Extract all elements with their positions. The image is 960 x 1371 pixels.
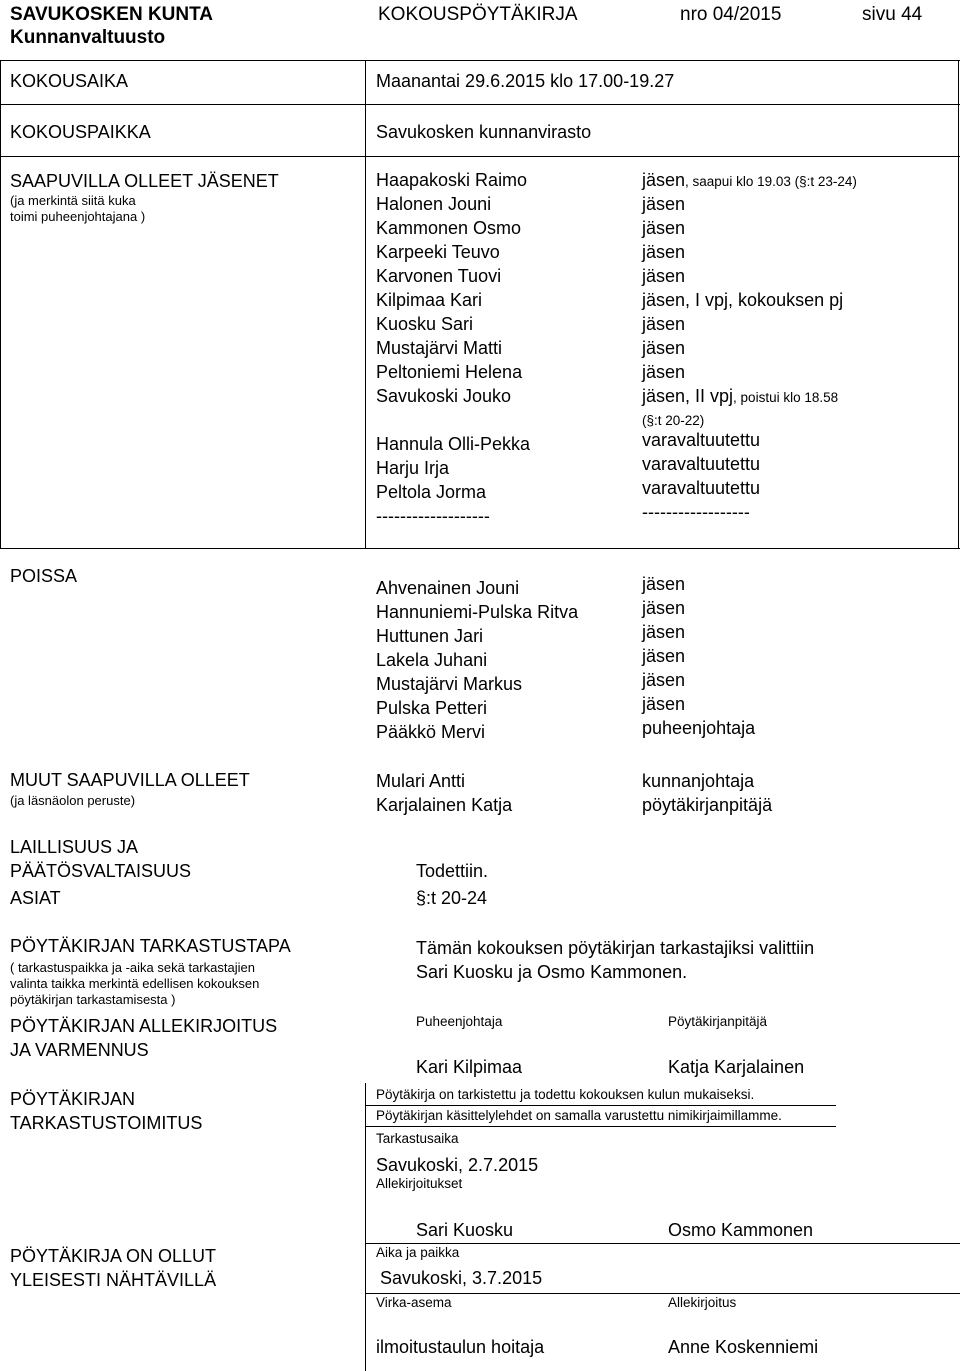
review-action-label-2: TARKASTUSTOIMITUS: [10, 1113, 203, 1133]
member-name: Halonen Jouni: [376, 194, 492, 214]
absent-role: jäsen: [642, 574, 686, 594]
meeting-place-value: Savukosken kunnanvirasto: [376, 122, 592, 142]
review-method-note-2: valinta taikka merkintä edellisen kokouksen: [10, 976, 260, 991]
rule-time: [0, 104, 960, 105]
public-label-2: YLEISESTI NÄHTÄVILLÄ: [10, 1270, 217, 1290]
absent-role: jäsen: [642, 622, 686, 642]
member-name: Karpeeki Teuvo: [376, 242, 500, 262]
absent-name: Pulska Petteri: [376, 698, 488, 718]
public-position-value: ilmoitustaulun hoitaja: [376, 1337, 545, 1357]
public-rule-2: [366, 1293, 960, 1294]
member-role-text: jäsen, I vpj, kokouksen pj: [642, 290, 844, 310]
absent-role: jäsen: [642, 670, 686, 690]
member-role: [642, 216, 685, 242]
rule-present: [0, 548, 960, 549]
member-role-note: , saapui klo 19.03 (§:t 23-24): [685, 174, 857, 189]
present-note-2: toimi puheenjohtajana ): [10, 209, 146, 224]
public-label-1: PÖYTÄKIRJA ON OLLUT: [10, 1246, 217, 1266]
deputy-role: varavaltuutettu: [642, 430, 761, 450]
meeting-time-value: Maanantai 29.6.2015 klo 17.00-19.27: [376, 71, 675, 91]
org-name: SAVUKOSKEN KUNTA: [10, 4, 214, 25]
dash-left: -------------------: [376, 506, 490, 526]
others-note: (ja läsnäolon peruste): [10, 793, 136, 808]
absent-name: Lakela Juhani: [376, 650, 488, 670]
present-label: SAAPUVILLA OLLEET JÄSENET: [10, 171, 279, 191]
table-divider: [365, 60, 366, 548]
signature-label-2: JA VARMENNUS: [10, 1040, 149, 1060]
review-method-value-2: Sari Kuosku ja Osmo Kammonen.: [416, 962, 688, 982]
member-name: Haapakoski Raimo: [376, 170, 528, 190]
table-left-border: [0, 60, 1, 548]
member-role-text: jäsen, II vpj: [642, 386, 734, 406]
member-role: [642, 336, 685, 362]
member-role-text: jäsen: [642, 218, 686, 238]
member-role: [642, 312, 685, 338]
deputy-name: Hannula Olli-Pekka: [376, 434, 531, 454]
member-name: Kammonen Osmo: [376, 218, 522, 238]
deputy-name: Harju Irja: [376, 458, 450, 478]
secretary-title: Pöytäkirjanpitäjä: [668, 1014, 768, 1029]
review-time-label: Tarkastusaika: [376, 1131, 459, 1146]
meeting-place-label: KOKOUSPAIKKA: [10, 122, 151, 142]
member-name: Karvonen Tuovi: [376, 266, 502, 286]
deputy-role: varavaltuutettu: [642, 478, 761, 498]
member-role: [642, 264, 685, 290]
legality-label-2: PÄÄTÖSVALTAISUUS: [10, 861, 192, 881]
member-role-note: , poistui klo 18.58: [733, 390, 839, 405]
review-action-line-2: Pöytäkirjan käsittelylehdet on samalla varustettu nimikirjaimillamme.: [376, 1108, 782, 1123]
absent-label: POISSA: [10, 566, 78, 586]
public-place-value: Savukoski, 3.7.2015: [380, 1268, 543, 1288]
absent-name: Ahvenainen Jouni: [376, 578, 520, 598]
member-role: [642, 288, 843, 314]
legality-value: Todettiin.: [416, 861, 489, 881]
present-note-1: (ja merkintä siitä kuka: [10, 193, 136, 208]
other-role: pöytäkirjanpitäjä: [642, 795, 773, 815]
chair-title: Puheenjohtaja: [416, 1014, 503, 1029]
deputy-name: Peltola Jorma: [376, 482, 487, 502]
member-name: Peltoniemi Helena: [376, 362, 523, 382]
secretary-name: Katja Karjalainen: [668, 1057, 805, 1077]
chair-name: Kari Kilpimaa: [416, 1057, 523, 1077]
member-role-text: jäsen: [642, 242, 686, 262]
member-role-text: jäsen: [642, 170, 686, 190]
rule-place: [0, 156, 960, 157]
signature-label-1: PÖYTÄKIRJAN ALLEKIRJOITUS: [10, 1016, 278, 1036]
body-name: Kunnanvaltuusto: [10, 27, 166, 48]
member-name: Mustajärvi Matti: [376, 338, 503, 358]
dash-right: ------------------: [642, 502, 750, 522]
other-role: kunnanjohtaja: [642, 771, 755, 791]
review-action-label-1: PÖYTÄKIRJAN: [10, 1089, 136, 1109]
legality-label-1: LAILLISUUS JA: [10, 837, 139, 857]
savukoski-note-2: (§:t 20-22): [642, 413, 705, 428]
matters-label: ASIAT: [10, 888, 61, 908]
absent-name: Mustajärvi Markus: [376, 674, 523, 694]
absent-role: jäsen: [642, 694, 686, 714]
public-signature-label: Allekirjoitus: [668, 1295, 737, 1310]
doc-type: KOKOUSPÖYTÄKIRJA: [378, 4, 578, 25]
review-method-note-1: ( tarkastuspaikka ja -aika sekä tarkastajien: [10, 960, 255, 975]
public-place-label: Aika ja paikka: [376, 1245, 460, 1260]
member-role: [642, 360, 685, 386]
matters-value: §:t 20-24: [416, 888, 488, 908]
member-role-text: jäsen: [642, 362, 686, 382]
reviewer-2: Osmo Kammonen: [668, 1220, 814, 1240]
review-line-rule-2: [366, 1126, 836, 1127]
public-rule-1: [366, 1243, 960, 1244]
deputy-role: varavaltuutettu: [642, 454, 761, 474]
others-label: MUUT SAAPUVILLA OLLEET: [10, 770, 250, 790]
absent-name: Hannuniemi-Pulska Ritva: [376, 602, 579, 622]
review-signatures-label: Allekirjoitukset: [376, 1176, 463, 1191]
meeting-time-label: KOKOUSAIKA: [10, 71, 129, 91]
other-name: Karjalainen Katja: [376, 795, 513, 815]
absent-role: puheenjohtaja: [642, 718, 756, 738]
member-name: Savukoski Jouko: [376, 386, 512, 406]
reviewer-1: Sari Kuosku: [416, 1220, 514, 1240]
page-number: sivu 44: [862, 4, 923, 25]
member-role: [642, 192, 685, 218]
review-method-label: PÖYTÄKIRJAN TARKASTUSTAPA: [10, 936, 291, 956]
member-role-text: jäsen: [642, 194, 686, 214]
member-name: Kuosku Sari: [376, 314, 474, 334]
other-name: Mulari Antti: [376, 771, 466, 791]
absent-name: Pääkkö Mervi: [376, 722, 486, 742]
public-signer: Anne Koskenniemi: [668, 1337, 819, 1357]
absent-role: jäsen: [642, 598, 686, 618]
absent-role: jäsen: [642, 646, 686, 666]
member-role: [642, 384, 838, 410]
member-role: [642, 240, 685, 266]
rule-header: [0, 60, 960, 61]
review-method-note-3: pöytäkirjan tarkastamisesta ): [10, 992, 176, 1007]
review-time-value: Savukoski, 2.7.2015: [376, 1155, 539, 1175]
member-role-text: jäsen: [642, 314, 686, 334]
review-line-rule-1: [366, 1105, 836, 1106]
member-role: [642, 168, 857, 194]
public-position-label: Virka-asema: [376, 1295, 452, 1310]
review-method-value-1: Tämän kokouksen pöytäkirjan tarkastajiksi valittiin: [416, 938, 815, 958]
doc-number: nro 04/2015: [680, 4, 782, 25]
member-role-text: jäsen: [642, 338, 686, 358]
table-right-border: [958, 60, 959, 548]
absent-name: Huttunen Jari: [376, 626, 484, 646]
member-name: Kilpimaa Kari: [376, 290, 483, 310]
member-role-text: jäsen: [642, 266, 686, 286]
review-action-line-1: Pöytäkirja on tarkistettu ja todettu kokouksen kulun mukaiseksi.: [376, 1087, 755, 1102]
